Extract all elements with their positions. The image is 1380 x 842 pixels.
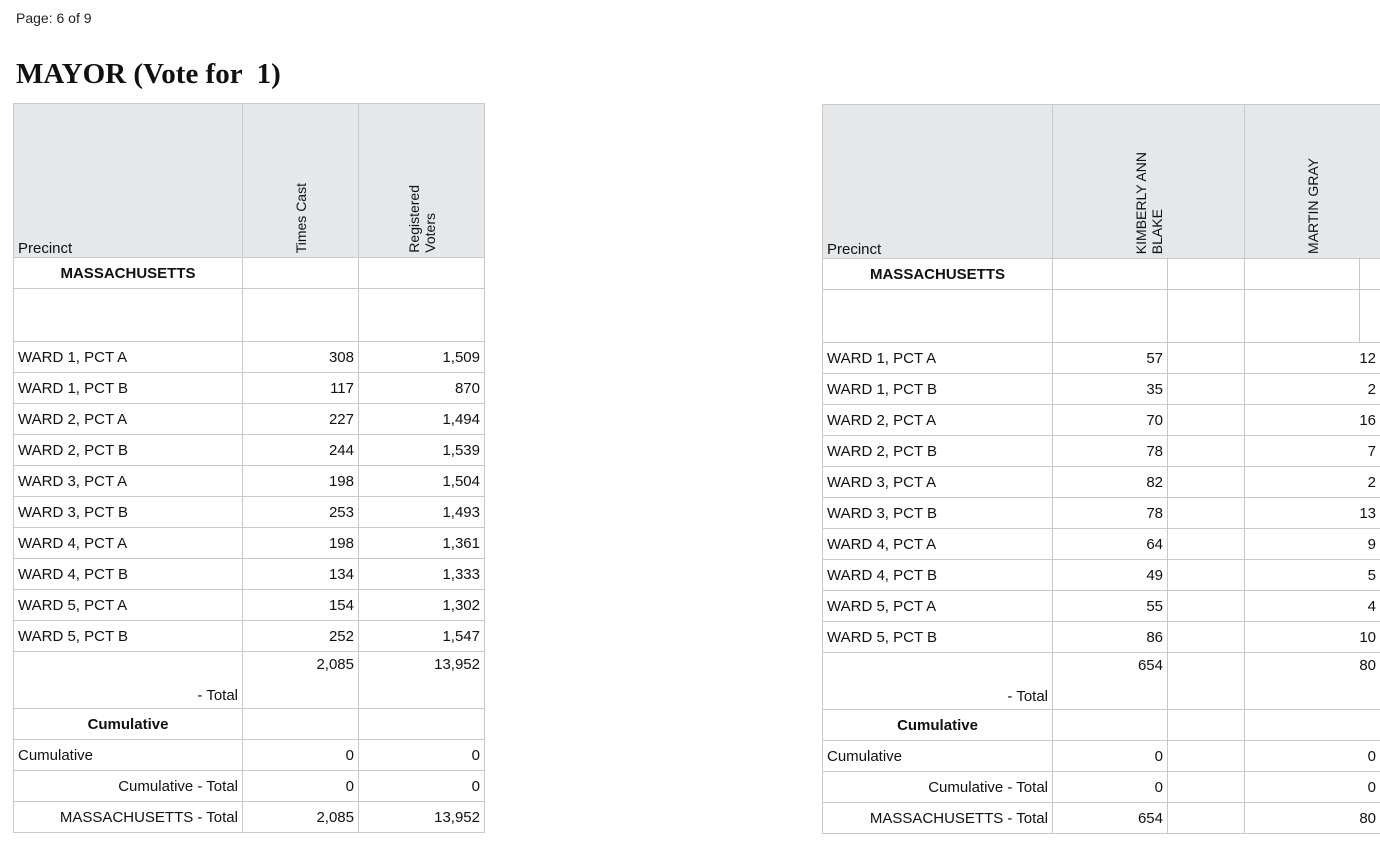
subtotal-label: - Total xyxy=(14,652,243,709)
times-cast-value: 253 xyxy=(243,497,359,528)
section-row xyxy=(14,258,485,289)
section-label: MASSACHUSETTS xyxy=(14,258,243,289)
precinct-name: WARD 1, PCT B xyxy=(823,374,1053,405)
precinct-name: WARD 3, PCT A xyxy=(823,467,1053,498)
table-row xyxy=(14,590,485,621)
cumulative-row xyxy=(823,741,1380,772)
times-cast-value: 244 xyxy=(243,435,359,466)
registered-voters-value: 1,361 xyxy=(359,528,485,559)
cumulative-total-times-cast: 0 xyxy=(243,771,359,802)
right-results-table xyxy=(822,104,1380,834)
subtotal-row xyxy=(14,652,485,709)
blake-votes-value: 78 xyxy=(1053,436,1168,467)
cumulative-gray: 0 xyxy=(1245,741,1380,772)
subtotal-times-cast: 2,085 xyxy=(243,652,359,709)
times-cast-value: 134 xyxy=(243,559,359,590)
table-row xyxy=(14,497,485,528)
cumulative-section-label: Cumulative xyxy=(823,710,1053,741)
grand-total-blake: 654 xyxy=(1053,803,1168,834)
gray-votes-value: 2 xyxy=(1245,374,1380,405)
precinct-name: WARD 1, PCT A xyxy=(14,342,243,373)
kimberly-ann-blake-header-label: KIMBERLY ANN BLAKE xyxy=(1132,151,1165,254)
precinct-name: WARD 2, PCT B xyxy=(14,435,243,466)
grand-total-gray: 80 xyxy=(1245,803,1380,834)
registered-voters-value: 1,493 xyxy=(359,497,485,528)
precinct-name: WARD 4, PCT B xyxy=(14,559,243,590)
blake-votes-value: 64 xyxy=(1053,529,1168,560)
registered-voters-value: 1,333 xyxy=(359,559,485,590)
cumulative-section-label: Cumulative xyxy=(14,709,243,740)
contest-title: MAYOR (Vote for 1) xyxy=(16,58,281,90)
precinct-header: Precinct xyxy=(14,104,243,258)
table-row xyxy=(14,528,485,559)
table-row xyxy=(823,560,1380,591)
blake-votes-value: 82 xyxy=(1053,467,1168,498)
times-cast-value: 198 xyxy=(243,466,359,497)
grand-total-registered: 13,952 xyxy=(359,802,485,833)
blake-votes-value: 86 xyxy=(1053,622,1168,653)
blake-votes-value: 70 xyxy=(1053,405,1168,436)
table-row xyxy=(14,621,485,652)
left-results-table xyxy=(13,103,485,833)
subtotal-blake: 654 xyxy=(1053,653,1168,710)
gray-votes-value: 16 xyxy=(1245,405,1380,436)
subtotal-gray: 80 xyxy=(1245,653,1380,710)
precinct-name: WARD 2, PCT A xyxy=(823,405,1053,436)
registered-voters-value: 1,509 xyxy=(359,342,485,373)
blake-votes-value: 49 xyxy=(1053,560,1168,591)
cumulative-label: Cumulative xyxy=(14,740,243,771)
table-row xyxy=(823,405,1380,436)
registered-voters-header xyxy=(359,104,485,258)
registered-voters-value: 1,494 xyxy=(359,404,485,435)
gray-votes-value: 7 xyxy=(1245,436,1380,467)
registered-voters-value: 870 xyxy=(359,373,485,404)
cumulative-row xyxy=(14,740,485,771)
blake-votes-value: 78 xyxy=(1053,498,1168,529)
gray-votes-value: 10 xyxy=(1245,622,1380,653)
cumulative-total-label: Cumulative - Total xyxy=(14,771,243,802)
grand-total-label: MASSACHUSETTS - Total xyxy=(14,802,243,833)
registered-voters-value: 1,302 xyxy=(359,590,485,621)
section-label: MASSACHUSETTS xyxy=(823,259,1053,290)
table-row xyxy=(14,373,485,404)
kimberly-ann-blake-header xyxy=(1053,105,1245,259)
cumulative-total-row xyxy=(823,772,1380,803)
header-row xyxy=(14,104,485,258)
times-cast-value: 227 xyxy=(243,404,359,435)
cumulative-total-gray: 0 xyxy=(1245,772,1380,803)
blake-votes-value: 35 xyxy=(1053,374,1168,405)
grand-total-label: MASSACHUSETTS - Total xyxy=(823,803,1053,834)
precinct-name: WARD 4, PCT A xyxy=(823,529,1053,560)
precinct-name: WARD 4, PCT B xyxy=(823,560,1053,591)
table-row xyxy=(823,622,1380,653)
section-row xyxy=(823,259,1380,290)
blake-votes-value: 55 xyxy=(1053,591,1168,622)
martin-gray-header xyxy=(1245,105,1380,259)
cumulative-total-row xyxy=(14,771,485,802)
registered-voters-value: 1,539 xyxy=(359,435,485,466)
table-row xyxy=(823,467,1380,498)
registered-voters-value: 1,547 xyxy=(359,621,485,652)
subtotal-label: - Total xyxy=(823,653,1053,710)
precinct-name: WARD 1, PCT B xyxy=(14,373,243,404)
cumulative-total-label: Cumulative - Total xyxy=(823,772,1053,803)
times-cast-value: 154 xyxy=(243,590,359,621)
table-row xyxy=(823,343,1380,374)
cumulative-registered: 0 xyxy=(359,740,485,771)
precinct-name: WARD 5, PCT A xyxy=(823,591,1053,622)
times-cast-value: 117 xyxy=(243,373,359,404)
grand-total-row xyxy=(823,803,1380,834)
times-cast-value: 252 xyxy=(243,621,359,652)
cumulative-section-row xyxy=(14,709,485,740)
times-cast-value: 308 xyxy=(243,342,359,373)
cumulative-blake: 0 xyxy=(1053,741,1168,772)
registered-voters-value: 1,504 xyxy=(359,466,485,497)
precinct-name: WARD 2, PCT A xyxy=(14,404,243,435)
gray-votes-value: 4 xyxy=(1245,591,1380,622)
table-row xyxy=(14,466,485,497)
table-row xyxy=(823,374,1380,405)
times-cast-header-label: Times Cast xyxy=(292,182,309,253)
times-cast-header xyxy=(243,104,359,258)
table-row xyxy=(823,591,1380,622)
table-row xyxy=(823,498,1380,529)
grand-total-row xyxy=(14,802,485,833)
table-row xyxy=(14,435,485,466)
grand-total-times-cast: 2,085 xyxy=(243,802,359,833)
precinct-header: Precinct xyxy=(823,105,1053,259)
precinct-name: WARD 5, PCT A xyxy=(14,590,243,621)
gray-votes-value: 5 xyxy=(1245,560,1380,591)
table-row xyxy=(14,342,485,373)
blank-row xyxy=(823,290,1380,343)
subtotal-registered: 13,952 xyxy=(359,652,485,709)
precinct-name: WARD 5, PCT B xyxy=(14,621,243,652)
page-number: Page: 6 of 9 xyxy=(16,10,92,26)
precinct-name: WARD 3, PCT B xyxy=(14,497,243,528)
precinct-name: WARD 3, PCT A xyxy=(14,466,243,497)
gray-votes-value: 9 xyxy=(1245,529,1380,560)
cumulative-section-row xyxy=(823,710,1380,741)
table-row xyxy=(14,559,485,590)
precinct-name: WARD 1, PCT A xyxy=(823,343,1053,374)
table-row xyxy=(14,404,485,435)
header-row xyxy=(823,105,1380,259)
precinct-name: WARD 2, PCT B xyxy=(823,436,1053,467)
gray-votes-value: 12 xyxy=(1245,343,1380,374)
blake-votes-value: 57 xyxy=(1053,343,1168,374)
times-cast-value: 198 xyxy=(243,528,359,559)
precinct-name: WARD 3, PCT B xyxy=(823,498,1053,529)
precinct-name: WARD 4, PCT A xyxy=(14,528,243,559)
subtotal-row xyxy=(823,653,1380,710)
gray-votes-value: 2 xyxy=(1245,467,1380,498)
registered-voters-header-label: Registered Voters xyxy=(405,185,438,253)
gray-votes-value: 13 xyxy=(1245,498,1380,529)
cumulative-times-cast: 0 xyxy=(243,740,359,771)
precinct-name: WARD 5, PCT B xyxy=(823,622,1053,653)
table-row xyxy=(823,436,1380,467)
martin-gray-header-label: MARTIN GRAY xyxy=(1304,158,1321,254)
cumulative-total-registered: 0 xyxy=(359,771,485,802)
table-row xyxy=(823,529,1380,560)
cumulative-total-blake: 0 xyxy=(1053,772,1168,803)
blank-row xyxy=(14,289,485,342)
cumulative-label: Cumulative xyxy=(823,741,1053,772)
